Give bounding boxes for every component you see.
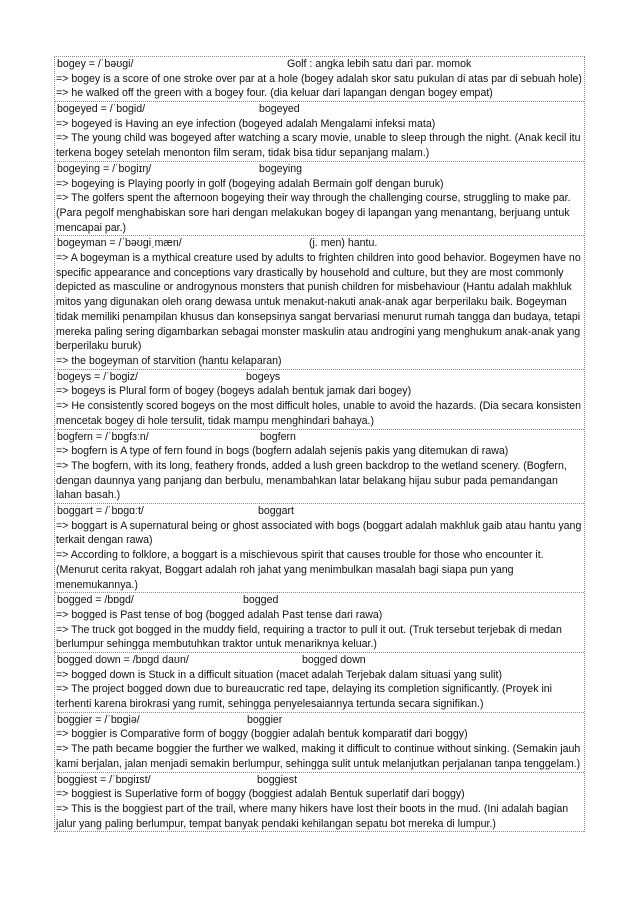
- dictionary-table: [54, 56, 585, 832]
- entry-example: => The young child was bogeyed after watching a scary movie, unable to sleep through the night. (Anak kecil itu terkena bogey setelah menonton film seram, tidak bisa tidur sepanjang malam.): [56, 132, 581, 160]
- entry-example: => He consistently scored bogeys on the most difficult holes, unable to avoid the hazards. (Dia secara konsisten mencetak bogey di hole tersulit, tidak mampu menghindari bahaya.): [56, 400, 582, 427]
- entry-boggart: [55, 504, 584, 593]
- entry-bogged-down: [55, 653, 584, 713]
- entry-bogeying: [55, 162, 584, 237]
- entry-bogeyman: [55, 236, 584, 369]
- entry-example: => The path became boggier the further we walked, making it difficult to continue without sinking. (Semakin jauh kami berjalan, jalan menjadi semakin berlumpur, sehingga sulit untuk melanjutkan perjalanan tanpa tenggelam.): [56, 743, 581, 770]
- entry-meaning: bogeys: [246, 370, 281, 383]
- entry-example: => The bogfern, with its long, feathery fronds, added a lush green backdrop to the wetland scenery. (Bogfern, dengan daunnya yang panjang dan berbulu, menambahkan latar belakang hijau subur pada pemandangan lahan basah.): [56, 459, 567, 502]
- entry-meaning: Golf : angka lebih satu dari par. momok: [287, 58, 472, 70]
- entry-boggiest: [55, 773, 584, 833]
- entry-example: => The golfers spent the afternoon bogeying their way through the challenging course, struggling to make par. (Para pegolf menghabiskan sore hari dengan melakukan bogey di lapangan yang menantang, berjuang untuk mencapai par.): [56, 192, 571, 234]
- entry-head: [56, 504, 583, 519]
- entry-headword: bogeyman = /ˈbəʊgiˌmæn/: [57, 237, 182, 250]
- entry-example: => he walked off the green with a bogey four. (dia keluar dari lapangan dengan bogey empat): [56, 87, 493, 100]
- entry-definition: => bogged down is Stuck in a difficult situation (macet adalah Terjebak dalam situasi yang sulit): [56, 668, 502, 681]
- entry-meaning: boggart: [258, 505, 294, 517]
- entry-definition: => bogeys is Plural form of bogey (bogeys adalah bentuk jamak dari bogey): [56, 385, 412, 398]
- entry-meaning: bogeying: [259, 162, 303, 175]
- entry-boggier: [55, 713, 584, 773]
- entry-meaning: boggier: [247, 713, 283, 726]
- entry-example: => The project bogged down due to bureaucratic red tape, delaying its completion significantly. (Proyek ini terhenti karena birokrasi yang rumit, sehingga penyelesaiannya tertunda secara signifikan.): [56, 683, 553, 711]
- entry-example: => The truck got bogged in the muddy field, requiring a tractor to pull it out. (Truk tersebut terjebak di medan berlumpur sehingga membutuhkan traktor untuk menariknya keluar.): [56, 623, 562, 651]
- entry-head: [56, 773, 583, 788]
- entry-meaning: bogged down: [302, 654, 366, 666]
- entry-head: [56, 162, 583, 177]
- entry-headword: boggier = /ˈbɒgiə/: [57, 713, 140, 726]
- entry-meaning: bogeyed: [259, 103, 300, 116]
- entry-bogged: [55, 593, 584, 653]
- entry-headword: bogeyed = /ˈbogid/: [57, 103, 146, 116]
- entry-head: [56, 57, 583, 72]
- entry-definition: => bogey is a score of one stroke over par at a hole (bogey adalah skor satu pukulan di atas par di sebuah hole): [56, 72, 582, 85]
- entry-headword: bogged down = /bɒgd daʊn/: [57, 654, 189, 666]
- entry-definition: => bogfern is A type of fern found in bogs (bogfern adalah sejenis pakis yang ditemukan di rawa): [56, 445, 509, 458]
- entry-definition: => A bogeyman is a mythical creature used by adults to frighten children into good behavior. Bogeymen have no specific appearance and conceptions vary drastically by household and culture, but they are most commonly depicted as masculine or androgynous monsters that punish children for misbehaviour (Hantu adalah makhluk mitos yang digunakan oleh orang dewasa untuk menakut-nakuti anak-anak agar berperilaku baik. Bogeyman tidak memiliki penampilan khusus dan konsepsinya sangat bervariasi menurut rumah tangga dan budaya, tetapi mereka paling sering digambarkan sebagai monster maskulin atau androgini yang menghukum anak-anak yang berperilaku buruk): [56, 252, 581, 353]
- entry-bogeys: [55, 370, 584, 430]
- entry-bogfern: [55, 430, 584, 505]
- entry-bogeyed: [55, 102, 584, 162]
- entry-headword: bogged = /bɒgd/: [57, 594, 134, 607]
- entry-headword: boggiest = /ˈbɒgiɪst/: [57, 773, 151, 786]
- entry-meaning: bogged: [243, 594, 279, 607]
- entry-head: [56, 102, 583, 117]
- entry-head: [56, 653, 583, 668]
- entry-bogey: [55, 57, 584, 102]
- entry-definition: => boggiest is Superlative form of boggy (boggiest adalah Bentuk superlatif dari boggy): [56, 788, 465, 801]
- entry-headword: bogey = /ˈbəʊgi/: [57, 58, 134, 70]
- entry-head: [56, 430, 583, 445]
- entry-meaning: (j. men) hantu.: [309, 237, 378, 250]
- entry-meaning: boggiest: [257, 773, 298, 786]
- entry-definition: => boggier is Comparative form of boggy (boggier adalah bentuk komparatif dari boggy): [56, 728, 468, 741]
- entry-example: => According to folklore, a boggart is a mischievous spirit that causes trouble for those who encounter it. (Menurut cerita rakyat, Boggart adalah roh jahat yang menimbulkan masalah bagi siapa pun yang menemukannya.): [56, 549, 544, 591]
- entry-definition: => bogeying is Playing poorly in golf (bogeying adalah Bermain golf dengan buruk): [56, 177, 444, 190]
- entry-headword: bogeys = /ˈbogiz/: [57, 370, 138, 383]
- entry-definition: => bogged is Past tense of bog (bogged adalah Past tense dari rawa): [56, 608, 383, 621]
- entry-meaning: bogfern: [260, 430, 296, 443]
- entry-head: [56, 370, 583, 385]
- entry-headword: bogfern = /ˈbɒgfɜːn/: [57, 430, 149, 443]
- entry-headword: boggart = /ˈbɒgɑːt/: [57, 505, 144, 517]
- entry-example: => the bogeyman of starvition (hantu kelaparan): [56, 355, 282, 367]
- entry-headword: bogeying = /ˈbogiɪŋ/: [57, 162, 152, 175]
- entry-head: [56, 713, 583, 728]
- entry-head: [56, 236, 583, 251]
- entry-head: [56, 593, 583, 608]
- entry-definition: => boggart is A supernatural being or ghost associated with bogs (boggart adalah makhluk gaib atau hantu yang terkait dengan rawa): [56, 519, 582, 547]
- entry-definition: => bogeyed is Having an eye infection (bogeyed adalah Mengalami infeksi mata): [56, 117, 436, 130]
- entry-example: => This is the boggiest part of the trail, where many hikers have lost their boots in the mud. (Ini adalah bagian jalur yang paling berlumpur, tempat banyak pendaki kehilangan sepatu bot mereka di lumpur.): [56, 802, 569, 830]
